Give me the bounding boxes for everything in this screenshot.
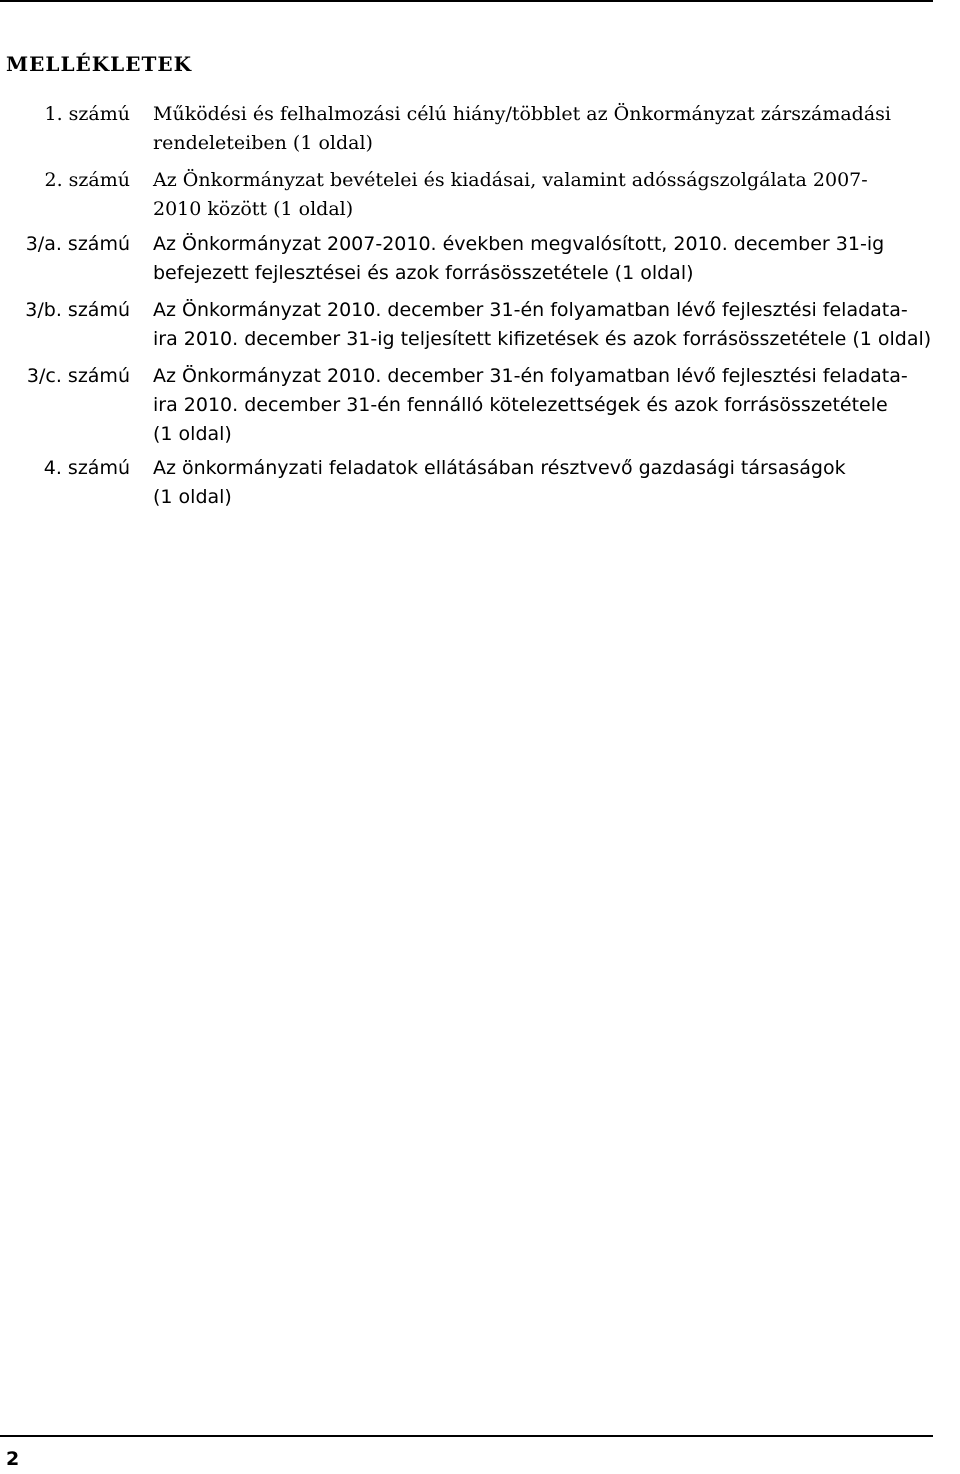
annex-description-line: befejezett fejlesztései és azok forrásösszetétele (1 oldal)	[153, 262, 694, 284]
annex-description-line: ira 2010. december 31-ig teljesített kifizetések és azok forrásösszetétele (1 oldal)	[153, 328, 932, 350]
annex-description-line: Az Önkormányzat bevételei és kiadásai, valamint adósságszolgálata 2007-	[153, 169, 868, 191]
annex-description-line: ira 2010. december 31-én fennálló kötelezettségek és azok forrásösszetétele	[153, 394, 888, 416]
annex-description-line: rendeleteiben (1 oldal)	[153, 132, 373, 154]
page-heading: MELLÉKLETEK	[6, 52, 192, 76]
annex-description-line: Az Önkormányzat 2010. december 31-én folyamatban lévő fejlesztési feladata-	[153, 365, 908, 387]
top-rule	[0, 0, 933, 2]
annex-number: 3/a. számú	[25, 233, 130, 255]
annex-description	[153, 296, 953, 354]
annex-description-line: (1 oldal)	[153, 486, 232, 508]
annex-number: 4. számú	[43, 457, 130, 479]
annex-description-line: Az Önkormányzat 2010. december 31-én folyamatban lévő fejlesztési feladata-	[153, 299, 908, 321]
annex-description-line: (1 oldal)	[153, 423, 232, 445]
annex-description-line: Az önkormányzati feladatok ellátásában résztvevő gazdasági társaságok	[153, 457, 846, 479]
annex-number: 3/c. számú	[26, 365, 130, 387]
annex-description	[153, 454, 953, 512]
annex-number: 3/b. számú	[25, 299, 130, 321]
annex-description-line: Az Önkormányzat 2007-2010. években megvalósított, 2010. december 31-ig	[153, 233, 885, 255]
footer-rule	[0, 1435, 933, 1437]
page-number: 2	[6, 1448, 20, 1470]
annex-description-line: 2010 között (1 oldal)	[153, 198, 354, 220]
annex-description	[153, 362, 953, 449]
annex-description	[153, 166, 953, 224]
annex-description	[153, 100, 953, 158]
annex-number: 1. számú	[44, 103, 130, 125]
annex-description	[153, 230, 953, 288]
annex-number: 2. számú	[44, 169, 130, 191]
annex-description-line: Működési és felhalmozási célú hiány/többlet az Önkormányzat zárszámadási	[153, 103, 891, 125]
